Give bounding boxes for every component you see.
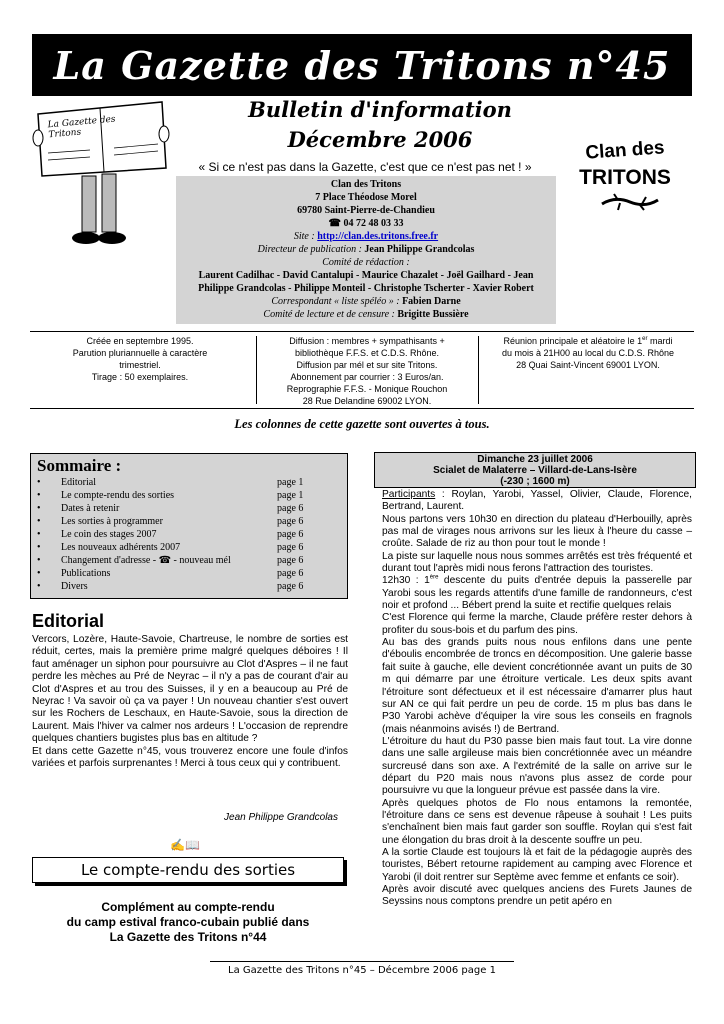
trip-report bbox=[382, 489, 692, 909]
editorial-signature: Jean Philippe Grandcolas bbox=[224, 812, 338, 823]
trip-depth: (-230 ; 1600 m) bbox=[500, 476, 570, 487]
complement-line: Complément au compte-rendu bbox=[101, 900, 275, 914]
info-line: Tirage : 50 exemplaires. bbox=[91, 372, 189, 382]
proof-label: Comité de lecture et de censure : bbox=[263, 309, 398, 320]
toc-item-label: Changement d'adresse - ☎ - nouveau mél bbox=[61, 555, 231, 566]
clan-logo-line1: Clan des bbox=[584, 137, 666, 164]
info-line: Diffusion : membres + sympathisants + bbox=[289, 336, 445, 346]
trip-date: Dimanche 23 juillet 2006 bbox=[477, 454, 593, 465]
toc-item-page: page 6 bbox=[277, 555, 304, 566]
trip-text-span: 12h30 : 1 bbox=[382, 575, 430, 587]
info-diffusion bbox=[260, 335, 474, 407]
toc-item-page: page 6 bbox=[277, 516, 304, 527]
participants-label: Participants bbox=[382, 489, 436, 500]
editorial-paragraph: Et dans cette Gazette n°45, vous trouverez encore une foule d'infos variées et parfois surprenantes ! Merci à tous ceux qui y contribuent. bbox=[32, 745, 348, 770]
toc-item[interactable] bbox=[37, 581, 337, 593]
toc-item-label: Le coin des stages 2007 bbox=[61, 529, 157, 540]
trip-paragraph: L'étroiture du haut du P30 passe bien mais faut tout. La vire donne dans une salle argileuse mais bien concrétionnée avec un méandre surcreusé dans son axe. A l'extrémité de la salle on arrive sur le départ du P20 mais nous n'avons plus assez de corde pour poursuivre vu que la longueur prévue est passée dans la vire. bbox=[382, 735, 692, 797]
bullet-icon: • bbox=[37, 542, 41, 553]
site-link[interactable]: http://clan.des.tritons.free.fr bbox=[317, 231, 439, 242]
info-line: 28 Quai Saint-Vincent 69001 LYON. bbox=[516, 360, 660, 370]
bullet-icon: • bbox=[37, 490, 41, 501]
info-line: Abonnement par courrier : 3 Euros/an. bbox=[290, 372, 444, 382]
contact-site-row bbox=[176, 230, 556, 243]
meeting-text: mardi bbox=[647, 336, 673, 346]
trip-paragraph: Nous partons vers 10h30 en direction du plateau d'Herbouilly, après pas mal de virages nous arrivons sur les lieux à l'heure du casse –croûte. Salade de riz au thon pour tout le monde ! bbox=[382, 513, 692, 550]
info-line: Diffusion par mél et sur site Tritons. bbox=[296, 360, 438, 370]
section-title-compte-rendu: Le compte-rendu des sorties bbox=[32, 857, 344, 883]
toc-item[interactable] bbox=[37, 568, 337, 580]
toc-item[interactable] bbox=[37, 529, 337, 541]
editorial-title: Editorial bbox=[32, 611, 105, 631]
toc-item[interactable] bbox=[37, 555, 337, 567]
toc-item[interactable] bbox=[37, 516, 337, 528]
clan-logo-line2: TRITONS bbox=[579, 166, 671, 189]
proof-row bbox=[176, 308, 556, 321]
toc-item-page: page 6 bbox=[277, 529, 304, 540]
info-divider bbox=[478, 336, 479, 404]
toc-item[interactable] bbox=[37, 477, 337, 489]
bulletin-date: Décembre 2006 bbox=[287, 127, 473, 152]
toc-item[interactable] bbox=[37, 503, 337, 515]
toc-item[interactable] bbox=[37, 542, 337, 554]
info-line bbox=[482, 335, 694, 347]
trip-paragraph: Après avoir discuté avec quelques anciens des Furets Jaunes de Seyssins nous comptons prendre un petit apéro en bbox=[382, 884, 692, 908]
info-meeting bbox=[482, 335, 694, 371]
committee-label: Comité de rédaction : bbox=[322, 257, 410, 268]
info-line: 28 Rue Delandine 69002 LYON. bbox=[302, 396, 432, 406]
writing-book-icon: ✍📖 bbox=[170, 838, 200, 852]
bullet-icon: • bbox=[37, 516, 41, 527]
info-line: Parution pluriannuelle à caractère bbox=[72, 348, 208, 358]
trip-paragraph: A la sortie Claude est toujours là et fait de la pédagogie auprès des touristes, Bébert retourne rapidement au camping avec Florence et Yarobi (il doit rentrer sur Septème avec femme et enfants ce soir). bbox=[382, 846, 692, 883]
contact-street: 7 Place Théodose Morel bbox=[315, 192, 417, 203]
bulletin-title: Bulletin d'information bbox=[248, 97, 512, 122]
trip-sup: ère bbox=[429, 575, 439, 582]
trip-paragraph: C'est Florence qui ferme la marche, Claude préfère rester dehors à profiter du sous-bois et du parfum des pins. bbox=[382, 612, 692, 636]
toc-item-label: Divers bbox=[61, 581, 88, 592]
toc-item-page: page 6 bbox=[277, 503, 304, 514]
director-name: Jean Philippe Grandcolas bbox=[364, 244, 475, 255]
info-divider bbox=[256, 336, 257, 404]
toc-item-page: page 6 bbox=[277, 581, 304, 592]
toc-item-label: Editorial bbox=[61, 477, 96, 488]
meeting-sup: er bbox=[642, 336, 648, 342]
contact-box bbox=[176, 176, 556, 324]
footer-divider bbox=[210, 961, 514, 962]
info-line: trimestriel. bbox=[119, 360, 161, 370]
committee-line2: Philippe Grandcolas - Philippe Monteil - Christophe Tscherter - Xavier Robert bbox=[198, 283, 534, 294]
info-line: Créée en septembre 1995. bbox=[86, 336, 194, 346]
trip-paragraph bbox=[382, 575, 692, 612]
correspondent-label: Correspondant « liste spéléo » : bbox=[271, 296, 403, 307]
director-row bbox=[176, 243, 556, 256]
toc-item-page: page 1 bbox=[277, 477, 304, 488]
trip-text-span: descente du puits d'entrée depuis la passerelle par Yarobi sous les regards attentifs d'une famille de randonneurs, c'est noir et profond ... Bébert prend la suite et rectifie quelques relais bbox=[382, 575, 692, 612]
bullet-icon: • bbox=[37, 529, 41, 540]
info-line: du mois à 21H00 au local du C.D.S. Rhône bbox=[501, 348, 675, 358]
trip-header bbox=[374, 452, 696, 488]
toc-item-label: Le compte-rendu des sorties bbox=[61, 490, 175, 501]
table-of-contents bbox=[30, 453, 348, 599]
proof-name: Brigitte Bussière bbox=[397, 309, 469, 320]
info-creation bbox=[30, 335, 250, 383]
director-label: Directeur de publication : bbox=[257, 244, 365, 255]
contact-phone: ☎ 04 72 48 03 33 bbox=[328, 218, 404, 229]
trip-paragraph: Après quelques photos de Flo nous entamons la remontée, l'étroiture dans ce sens est devenue râpeuse à souhait ! Les puits s'enchaînent bien mais faut garder son souffle. Roylan qui s'est fait une élongation du bras droit à la descente souffre un peu. bbox=[382, 797, 692, 846]
bullet-icon: • bbox=[37, 568, 41, 579]
participants-list: : Roylan, Yarobi, Yassel, Olivier, Claude, Florence, Bertrand, Laurent. bbox=[382, 489, 692, 513]
trip-participants bbox=[382, 489, 692, 514]
page-footer: La Gazette des Tritons n°45 – Décembre 2006 page 1 bbox=[228, 965, 496, 976]
toc-item-page: page 1 bbox=[277, 490, 304, 501]
complement-heading bbox=[32, 900, 344, 945]
toc-title: Sommaire : bbox=[37, 456, 122, 475]
columns-open-notice: Les colonnes de cette gazette sont ouvertes à tous. bbox=[234, 417, 490, 431]
bullet-icon: • bbox=[37, 503, 41, 514]
toc-item-page: page 6 bbox=[277, 542, 304, 553]
newspaper-headline: La Gazette des Tritons bbox=[47, 114, 116, 141]
editorial-paragraph: Vercors, Lozère, Haute-Savoie, Chartreuse, le nombre de sorties est réduit, certes, mais la première prime malgré quelques déboires ! Il faut aménager un siphon pour poursuivre au Clot d'Aspres – il ne faut perdre les mèches au Pré de Neyrac – il n'y a pas de courant d'air au Clot d'Aspres et au trou des Suisses, il y en a beaucoup au Pré de Neyrac ! Va savoir où ça va payer ! Un nouveau chantier s'est ouvert sur les Rochers de Leschaux, en Haute-Savoie, sous la direction de Laurent. Mais l'hiver va calmer nos ardeurs ! L'occasion de reprendre quelques chantiers bugistes plus bas en altitude ? bbox=[32, 634, 348, 745]
correspondent-row bbox=[176, 295, 556, 308]
toc-item-label: Les sorties à programmer bbox=[61, 516, 163, 527]
motto: « Si ce n'est pas dans la Gazette, c'est que ce n'est pas net ! » bbox=[198, 160, 532, 174]
toc-item-label: Publications bbox=[61, 568, 111, 579]
newspaper-reader-illustration bbox=[30, 98, 170, 248]
toc-item[interactable] bbox=[37, 490, 337, 502]
meeting-text: Réunion principale et aléatoire le 1 bbox=[503, 336, 643, 346]
editorial-body bbox=[32, 634, 348, 770]
committee-line1: Laurent Cadilhac - David Cantalupi - Maurice Chazalet - Joël Gailhard - Jean bbox=[198, 270, 534, 281]
trip-place: Scialet de Malaterre – Villard-de-Lans-Isère bbox=[433, 465, 637, 476]
bullet-icon: • bbox=[37, 581, 41, 592]
complement-line: du camp estival franco-cubain publié dans bbox=[66, 915, 310, 929]
correspondent-name: Fabien Darne bbox=[402, 296, 461, 307]
complement-line: La Gazette des Tritons n°44 bbox=[109, 930, 267, 944]
toc-item-label: Dates à retenir bbox=[61, 503, 120, 514]
info-line: Reprographie F.F.S. - Monique Rouchon bbox=[286, 384, 448, 394]
bullet-icon: • bbox=[37, 477, 41, 488]
masthead-title: La Gazette des Tritons n°45 bbox=[32, 34, 692, 96]
info-line: bibliothèque F.F.S. et C.D.S. Rhône. bbox=[294, 348, 440, 358]
info-strip bbox=[30, 331, 694, 409]
trip-paragraph: Au bas des grands puits nous nous enfilons dans une pente d'éboulis encombrée de troncs en décomposition. Une galerie basse fait suite à gauche, elle devient concrétionnée avant un puits de 30 m qui démarre par une étroiture verticale. Les deux spits avant l'étroiture sont défectueux et il est nécessaire d'amarrer plus haut sur AN ce qui fait perdre un peu de corde. 15 m plus bas dans le P30 Yarobi achève d'équiper la vire sous les conseils en fragnols (mais néanmoins avisés !) de Bertrand. bbox=[382, 637, 692, 735]
toc-item-label: Les nouveaux adhérents 2007 bbox=[61, 542, 181, 553]
clan-logo bbox=[570, 137, 680, 220]
trip-paragraph: La piste sur laquelle nous nous sommes arrêtés est très fréquenté et durant tout l'après midi nous ferons l'attraction des touristes. bbox=[382, 550, 692, 575]
toc-item-page: page 6 bbox=[277, 568, 304, 579]
contact-name: Clan des Tritons bbox=[330, 179, 402, 190]
site-label: Site : bbox=[293, 231, 318, 242]
newt-icon bbox=[600, 192, 660, 212]
contact-city: 69780 Saint-Pierre-de-Chandieu bbox=[297, 205, 435, 216]
bullet-icon: • bbox=[37, 555, 41, 566]
